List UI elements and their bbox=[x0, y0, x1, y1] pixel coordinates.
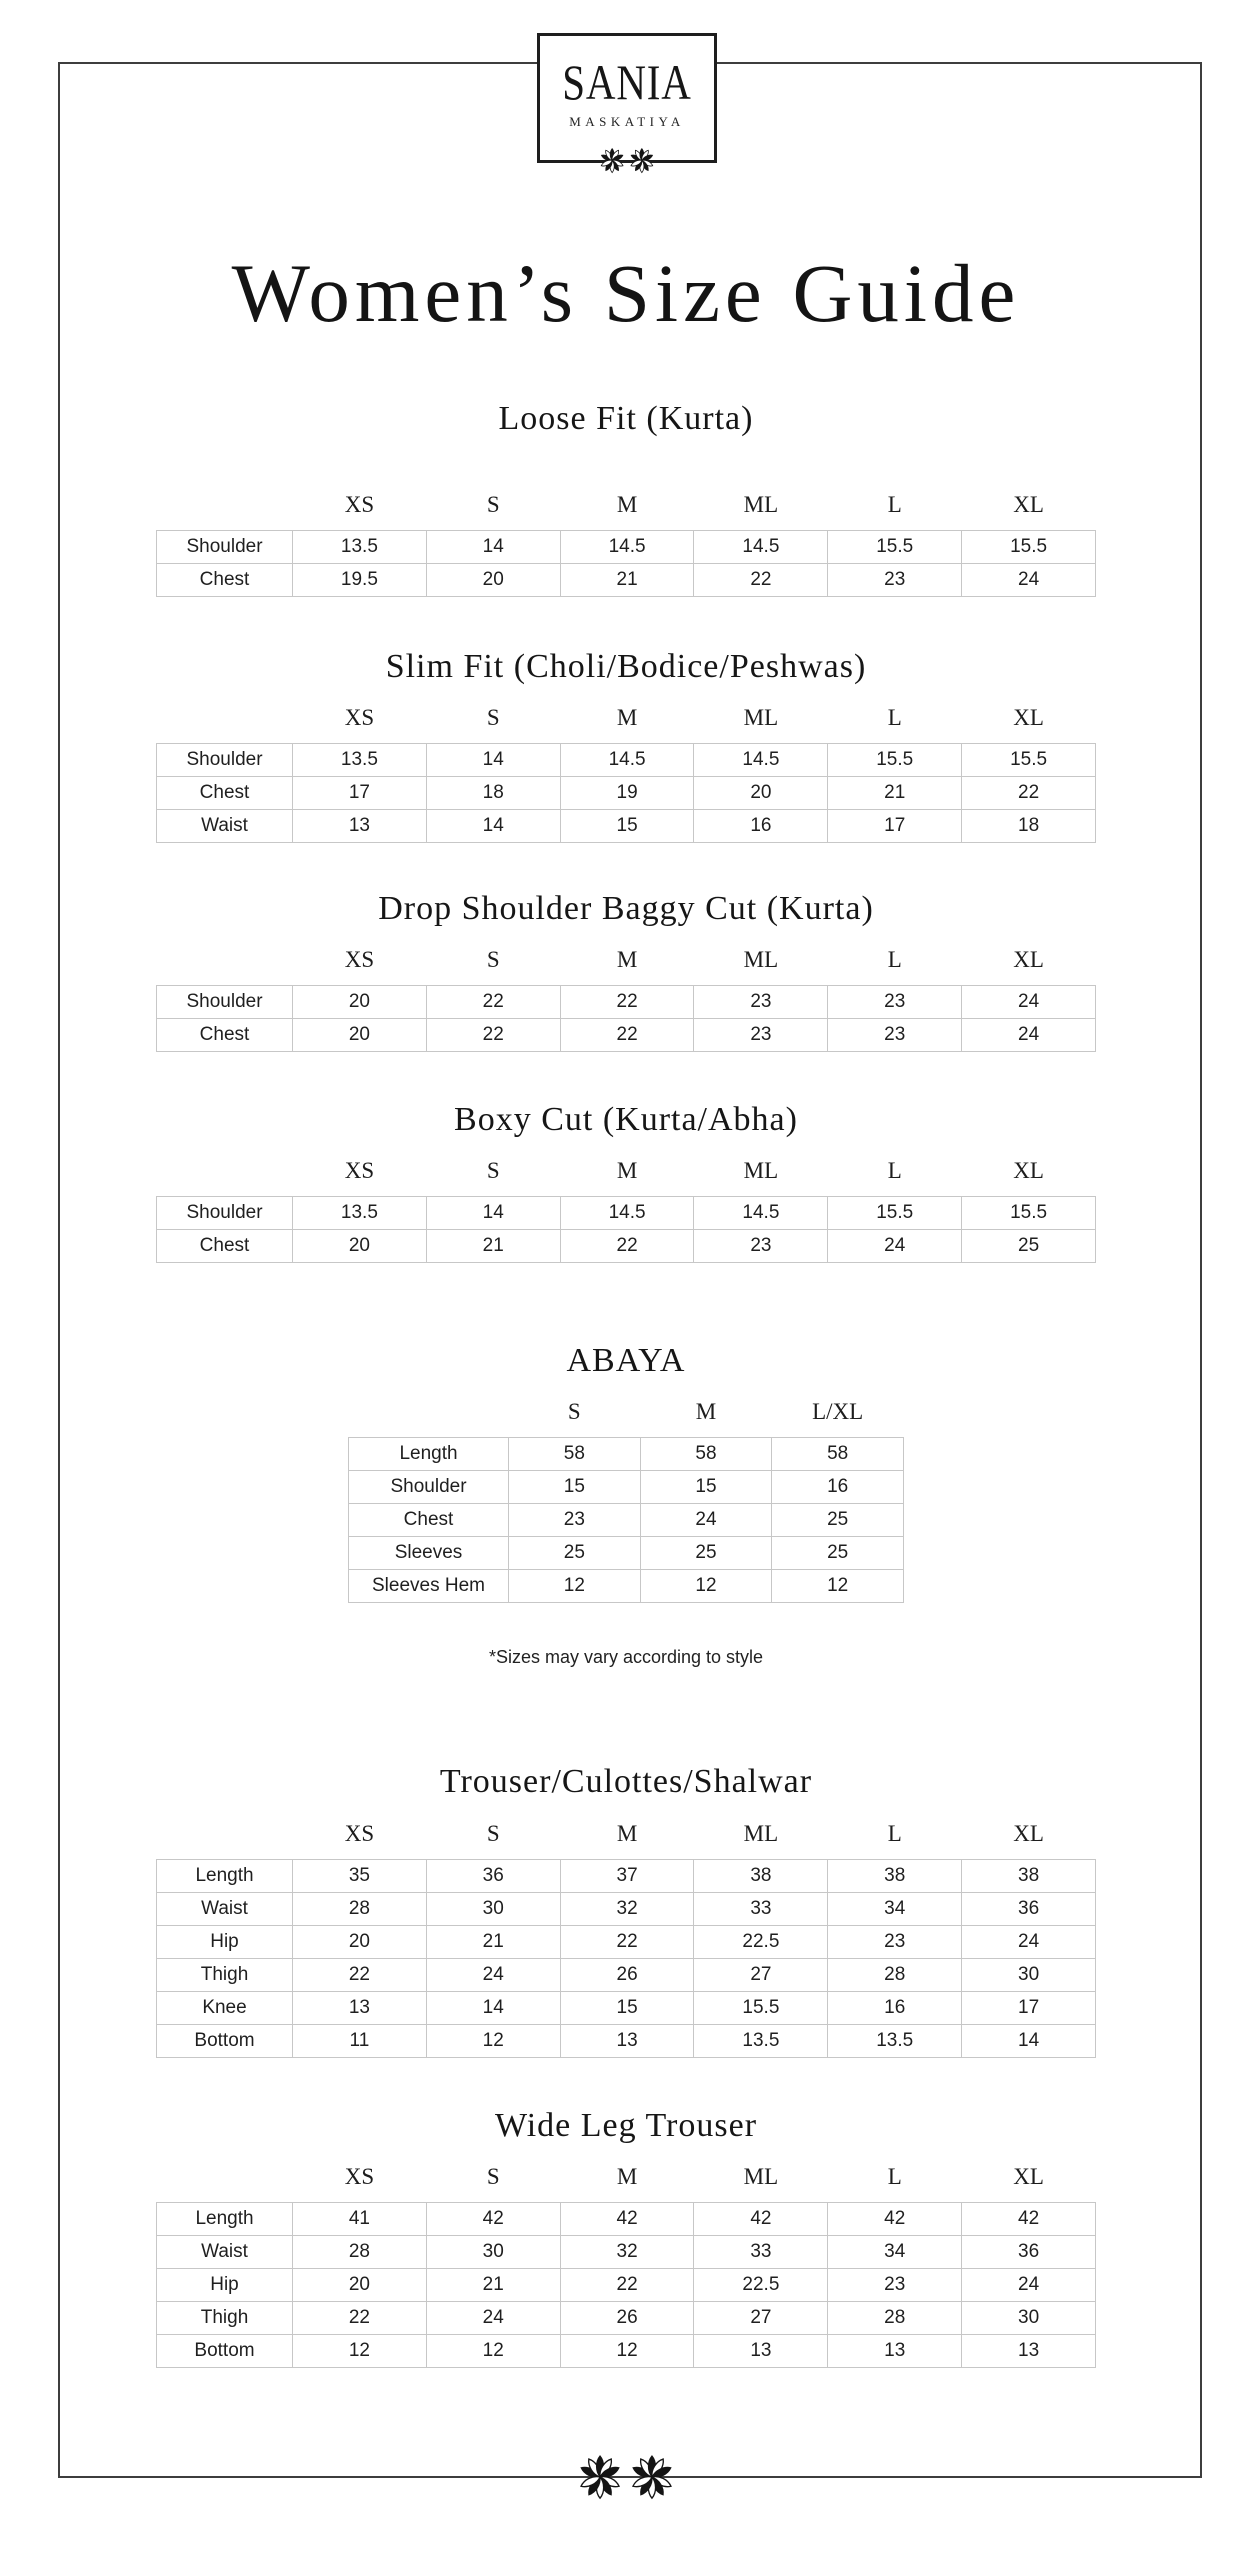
section-slim-fit-choli-bodice-peshwas bbox=[156, 645, 1096, 843]
size-value-cell: 26 bbox=[560, 2301, 694, 2334]
section-drop-shoulder-baggy-cut-kurta bbox=[156, 887, 1096, 1052]
size-tables-container bbox=[156, 397, 1096, 2367]
size-value-cell: 21 bbox=[560, 563, 694, 596]
measurement-row bbox=[157, 563, 1096, 596]
measurement-row bbox=[157, 809, 1096, 842]
size-value-cell: 21 bbox=[426, 1230, 560, 1263]
size-header-row bbox=[349, 1399, 904, 1438]
size-column-header: ML bbox=[743, 947, 779, 972]
size-column-header: S bbox=[486, 704, 500, 730]
measurement-row bbox=[157, 2301, 1096, 2334]
size-value-cell: 42 bbox=[426, 2202, 560, 2235]
measurement-row bbox=[157, 743, 1096, 776]
size-value-cell: 42 bbox=[828, 2202, 962, 2235]
size-column-header: M bbox=[616, 1820, 638, 1846]
size-column-header: XL bbox=[1013, 1820, 1044, 1846]
size-column-header: ML bbox=[743, 704, 779, 730]
size-value-cell: 30 bbox=[962, 1958, 1096, 1991]
size-value-cell: 22 bbox=[293, 2301, 427, 2334]
size-value-cell: 20 bbox=[694, 776, 828, 809]
size-value-cell: 23 bbox=[694, 986, 828, 1019]
measurement-row bbox=[157, 1958, 1096, 1991]
size-value-cell: 28 bbox=[828, 1958, 962, 1991]
size-value-cell: 23 bbox=[694, 1230, 828, 1263]
size-value-cell: 14.5 bbox=[560, 743, 694, 776]
size-column-header: XL bbox=[1013, 947, 1044, 972]
size-column-header: M bbox=[616, 491, 638, 517]
measurement-row bbox=[157, 776, 1096, 809]
size-value-cell: 20 bbox=[293, 986, 427, 1019]
size-value-cell: 22 bbox=[560, 1925, 694, 1958]
size-value-cell: 22.5 bbox=[694, 2268, 828, 2301]
size-table bbox=[156, 1821, 1096, 2058]
size-value-cell: 11 bbox=[293, 2024, 427, 2057]
measurement-row bbox=[157, 986, 1096, 1019]
size-table bbox=[348, 1399, 904, 1603]
measurement-row-label: Shoulder bbox=[157, 743, 293, 776]
size-value-cell: 20 bbox=[293, 1230, 427, 1263]
size-header-row bbox=[157, 1158, 1096, 1197]
size-column-header: XS bbox=[344, 1820, 375, 1846]
page-title: Women’s Size Guide bbox=[231, 247, 1021, 339]
size-value-cell: 12 bbox=[426, 2334, 560, 2367]
size-value-cell: 12 bbox=[426, 2024, 560, 2057]
size-value-cell: 24 bbox=[962, 1925, 1096, 1958]
section-title: Drop Shoulder Baggy Cut (Kurta) bbox=[378, 889, 874, 927]
size-value-cell: 38 bbox=[828, 1859, 962, 1892]
measurement-row bbox=[157, 1991, 1096, 2024]
size-value-cell: 24 bbox=[640, 1504, 772, 1537]
size-header-row bbox=[157, 705, 1096, 744]
size-value-cell: 13.5 bbox=[694, 2024, 828, 2057]
size-value-cell: 24 bbox=[962, 986, 1096, 1019]
size-value-cell: 17 bbox=[828, 809, 962, 842]
size-value-cell: 17 bbox=[293, 776, 427, 809]
size-value-cell: 19.5 bbox=[293, 563, 427, 596]
size-value-cell: 15.5 bbox=[828, 530, 962, 563]
measurement-row-label: Sleeves Hem bbox=[349, 1570, 509, 1603]
measurement-row bbox=[157, 2334, 1096, 2367]
size-value-cell: 15 bbox=[509, 1471, 641, 1504]
section-title: Loose Fit (Kurta) bbox=[498, 400, 754, 438]
size-value-cell: 22 bbox=[426, 1019, 560, 1052]
header-spacer-cell bbox=[157, 947, 293, 986]
measurement-row-label: Knee bbox=[157, 1991, 293, 2024]
size-value-cell: 32 bbox=[560, 2235, 694, 2268]
size-value-cell: 28 bbox=[293, 2235, 427, 2268]
header-spacer-cell bbox=[349, 1399, 509, 1438]
size-value-cell: 18 bbox=[426, 776, 560, 809]
size-value-cell: 13 bbox=[293, 809, 427, 842]
content-column bbox=[156, 0, 1096, 2368]
size-value-cell: 58 bbox=[509, 1438, 641, 1471]
size-column-header: XS bbox=[344, 1158, 375, 1184]
size-value-cell: 41 bbox=[293, 2202, 427, 2235]
size-header-row bbox=[157, 947, 1096, 986]
size-value-cell: 13 bbox=[828, 2334, 962, 2367]
section-title: ABAYA bbox=[566, 1342, 686, 1380]
size-value-cell: 24 bbox=[426, 1958, 560, 1991]
size-column-header: S bbox=[567, 1399, 581, 1425]
size-value-cell: 38 bbox=[962, 1859, 1096, 1892]
size-column-header: L bbox=[887, 704, 902, 730]
measurement-row-label: Thigh bbox=[157, 1958, 293, 1991]
laurel-ornament-icon bbox=[551, 2448, 701, 2506]
size-table bbox=[156, 947, 1096, 1052]
size-value-cell: 12 bbox=[560, 2334, 694, 2367]
section-loose-fit-kurta bbox=[156, 397, 1096, 596]
size-value-cell: 25 bbox=[962, 1230, 1096, 1263]
size-table bbox=[156, 2164, 1096, 2368]
section-title: Slim Fit (Choli/Bodice/Peshwas) bbox=[385, 647, 867, 685]
measurement-row-label: Bottom bbox=[157, 2334, 293, 2367]
measurement-row bbox=[157, 2235, 1096, 2268]
size-value-cell: 24 bbox=[828, 1230, 962, 1263]
header-spacer-cell bbox=[157, 1821, 293, 1860]
size-value-cell: 36 bbox=[962, 1892, 1096, 1925]
size-value-cell: 27 bbox=[694, 2301, 828, 2334]
size-column-header: L/XL bbox=[812, 1399, 864, 1425]
size-value-cell: 34 bbox=[828, 1892, 962, 1925]
size-value-cell: 13.5 bbox=[293, 1197, 427, 1230]
size-column-header: S bbox=[486, 491, 500, 517]
size-value-cell: 24 bbox=[962, 1019, 1096, 1052]
measurement-row bbox=[349, 1504, 904, 1537]
size-column-header: L bbox=[887, 947, 902, 972]
size-value-cell: 14 bbox=[962, 2024, 1096, 2057]
size-value-cell: 33 bbox=[694, 1892, 828, 1925]
measurement-row-label: Chest bbox=[157, 1230, 293, 1263]
section-wide-leg-trouser bbox=[156, 2104, 1096, 2368]
measurement-row bbox=[157, 2024, 1096, 2057]
size-column-header: L bbox=[887, 1820, 902, 1846]
size-value-cell: 21 bbox=[426, 1925, 560, 1958]
size-value-cell: 16 bbox=[772, 1471, 904, 1504]
size-value-cell: 36 bbox=[962, 2235, 1096, 2268]
size-value-cell: 13.5 bbox=[293, 530, 427, 563]
size-value-cell: 37 bbox=[560, 1859, 694, 1892]
size-value-cell: 42 bbox=[962, 2202, 1096, 2235]
section-abaya bbox=[156, 1339, 1096, 1668]
size-value-cell: 20 bbox=[293, 1019, 427, 1052]
size-value-cell: 25 bbox=[640, 1537, 772, 1570]
header-spacer-cell bbox=[157, 492, 293, 531]
size-column-header: S bbox=[486, 1820, 500, 1846]
size-value-cell: 15 bbox=[560, 809, 694, 842]
size-column-header: L bbox=[887, 1158, 902, 1184]
measurement-row-label: Waist bbox=[157, 809, 293, 842]
measurement-row-label: Shoulder bbox=[349, 1471, 509, 1504]
size-value-cell: 13.5 bbox=[293, 743, 427, 776]
size-value-cell: 28 bbox=[293, 1892, 427, 1925]
size-value-cell: 15.5 bbox=[828, 743, 962, 776]
size-column-header: XS bbox=[344, 491, 375, 517]
measurement-row-label: Thigh bbox=[157, 2301, 293, 2334]
size-value-cell: 14.5 bbox=[560, 530, 694, 563]
size-value-cell: 14.5 bbox=[694, 743, 828, 776]
size-value-cell: 30 bbox=[426, 2235, 560, 2268]
header-spacer-cell bbox=[157, 1158, 293, 1197]
size-column-header: ML bbox=[743, 1820, 779, 1846]
measurement-row-label: Length bbox=[157, 1859, 293, 1892]
measurement-row bbox=[157, 1892, 1096, 1925]
size-value-cell: 20 bbox=[293, 2268, 427, 2301]
size-value-cell: 23 bbox=[828, 2268, 962, 2301]
size-value-cell: 15.5 bbox=[962, 1197, 1096, 1230]
size-column-header: XL bbox=[1013, 2163, 1044, 2189]
size-value-cell: 25 bbox=[509, 1537, 641, 1570]
size-value-cell: 34 bbox=[828, 2235, 962, 2268]
size-table bbox=[156, 705, 1096, 843]
measurement-row bbox=[157, 2202, 1096, 2235]
section-trouser-culottes-shalwar bbox=[156, 1760, 1096, 2057]
measurement-row-label: Shoulder bbox=[157, 986, 293, 1019]
size-column-header: XL bbox=[1013, 1158, 1044, 1184]
size-header-row bbox=[157, 1821, 1096, 1860]
section-title: Trouser/Culottes/Shalwar bbox=[439, 1763, 813, 1801]
size-value-cell: 18 bbox=[962, 809, 1096, 842]
size-value-cell: 12 bbox=[640, 1570, 772, 1603]
measurement-row-label: Chest bbox=[349, 1504, 509, 1537]
size-value-cell: 22 bbox=[293, 1958, 427, 1991]
size-column-header: XS bbox=[344, 2163, 375, 2189]
measurement-row bbox=[157, 1859, 1096, 1892]
size-column-header: XS bbox=[344, 947, 375, 972]
size-value-cell: 16 bbox=[694, 809, 828, 842]
measurement-row-label: Waist bbox=[157, 1892, 293, 1925]
size-value-cell: 42 bbox=[560, 2202, 694, 2235]
size-column-header: ML bbox=[743, 1158, 779, 1184]
size-value-cell: 16 bbox=[828, 1991, 962, 2024]
size-value-cell: 30 bbox=[962, 2301, 1096, 2334]
measurement-row-label: Shoulder bbox=[157, 1197, 293, 1230]
size-value-cell: 12 bbox=[772, 1570, 904, 1603]
measurement-row-label: Shoulder bbox=[157, 530, 293, 563]
header-spacer-cell bbox=[157, 705, 293, 744]
size-value-cell: 17 bbox=[962, 1991, 1096, 2024]
size-value-cell: 14 bbox=[426, 530, 560, 563]
size-value-cell: 15.5 bbox=[828, 1197, 962, 1230]
section-title: Wide Leg Trouser bbox=[494, 2106, 758, 2144]
size-value-cell: 24 bbox=[962, 2268, 1096, 2301]
size-column-header: L bbox=[887, 491, 902, 517]
size-value-cell: 23 bbox=[828, 563, 962, 596]
measurement-row-label: Chest bbox=[157, 1019, 293, 1052]
size-value-cell: 14 bbox=[426, 809, 560, 842]
size-value-cell: 14.5 bbox=[694, 530, 828, 563]
size-column-header: M bbox=[616, 2163, 638, 2189]
size-value-cell: 14 bbox=[426, 743, 560, 776]
size-value-cell: 25 bbox=[772, 1504, 904, 1537]
size-column-header: S bbox=[486, 1158, 500, 1184]
size-value-cell: 24 bbox=[426, 2301, 560, 2334]
size-value-cell: 26 bbox=[560, 1958, 694, 1991]
measurement-row-label: Length bbox=[157, 2202, 293, 2235]
measurement-row bbox=[349, 1471, 904, 1504]
size-column-header: ML bbox=[743, 2163, 779, 2189]
size-value-cell: 15 bbox=[640, 1471, 772, 1504]
size-value-cell: 13 bbox=[560, 2024, 694, 2057]
measurement-row-label: Waist bbox=[157, 2235, 293, 2268]
section-boxy-cut-kurta-abha bbox=[156, 1098, 1096, 1263]
measurement-row bbox=[349, 1537, 904, 1570]
header-spacer-cell bbox=[157, 2164, 293, 2203]
size-header-row bbox=[157, 492, 1096, 531]
measurement-row bbox=[157, 1230, 1096, 1263]
size-value-cell: 38 bbox=[694, 1859, 828, 1892]
size-column-header: M bbox=[616, 704, 638, 730]
size-column-header: M bbox=[695, 1399, 717, 1425]
size-value-cell: 20 bbox=[293, 1925, 427, 1958]
measurement-row bbox=[157, 1197, 1096, 1230]
size-value-cell: 22 bbox=[560, 1019, 694, 1052]
size-value-cell: 28 bbox=[828, 2301, 962, 2334]
size-value-cell: 21 bbox=[426, 2268, 560, 2301]
size-value-cell: 15.5 bbox=[694, 1991, 828, 2024]
size-value-cell: 14 bbox=[426, 1197, 560, 1230]
size-value-cell: 58 bbox=[772, 1438, 904, 1471]
size-value-cell: 14 bbox=[426, 1991, 560, 2024]
size-column-header: L bbox=[887, 2163, 902, 2189]
size-column-header: XS bbox=[344, 704, 375, 730]
section-title: Boxy Cut (Kurta/Abha) bbox=[454, 1101, 798, 1138]
measurement-row bbox=[157, 1925, 1096, 1958]
measurement-row bbox=[349, 1570, 904, 1603]
size-column-header: S bbox=[486, 2163, 500, 2189]
size-value-cell: 22 bbox=[694, 563, 828, 596]
size-value-cell: 23 bbox=[694, 1019, 828, 1052]
measurement-row-label: Hip bbox=[157, 2268, 293, 2301]
brand-subname: MASKATIYA bbox=[569, 114, 685, 129]
size-value-cell: 30 bbox=[426, 1892, 560, 1925]
measurement-row bbox=[157, 2268, 1096, 2301]
measurement-row-label: Chest bbox=[157, 776, 293, 809]
size-table bbox=[156, 1158, 1096, 1263]
size-value-cell: 23 bbox=[828, 1019, 962, 1052]
size-column-header: M bbox=[616, 947, 638, 972]
size-value-cell: 27 bbox=[694, 1958, 828, 1991]
measurement-row-label: Length bbox=[349, 1438, 509, 1471]
size-value-cell: 15 bbox=[560, 1991, 694, 2024]
size-table bbox=[156, 492, 1096, 597]
size-value-cell: 32 bbox=[560, 1892, 694, 1925]
size-value-cell: 23 bbox=[828, 986, 962, 1019]
size-value-cell: 25 bbox=[772, 1537, 904, 1570]
size-value-cell: 14.5 bbox=[694, 1197, 828, 1230]
size-value-cell: 12 bbox=[293, 2334, 427, 2367]
size-value-cell: 22 bbox=[560, 1230, 694, 1263]
size-value-cell: 19 bbox=[560, 776, 694, 809]
size-value-cell: 22 bbox=[426, 986, 560, 1019]
size-value-cell: 33 bbox=[694, 2235, 828, 2268]
measurement-row-label: Chest bbox=[157, 563, 293, 596]
size-value-cell: 13 bbox=[694, 2334, 828, 2367]
measurement-row bbox=[349, 1438, 904, 1471]
size-value-cell: 36 bbox=[426, 1859, 560, 1892]
size-value-cell: 58 bbox=[640, 1438, 772, 1471]
size-value-cell: 20 bbox=[426, 563, 560, 596]
measurement-row bbox=[157, 530, 1096, 563]
size-variation-note: *Sizes may vary according to style bbox=[488, 1647, 764, 1668]
size-value-cell: 15.5 bbox=[962, 530, 1096, 563]
measurement-row-label: Hip bbox=[157, 1925, 293, 1958]
measurement-row-label: Bottom bbox=[157, 2024, 293, 2057]
size-header-row bbox=[157, 2164, 1096, 2203]
size-column-header: S bbox=[486, 947, 500, 972]
size-value-cell: 24 bbox=[962, 563, 1096, 596]
size-value-cell: 13 bbox=[293, 1991, 427, 2024]
size-column-header: XL bbox=[1013, 704, 1044, 730]
size-value-cell: 14.5 bbox=[560, 1197, 694, 1230]
size-value-cell: 42 bbox=[694, 2202, 828, 2235]
size-value-cell: 35 bbox=[293, 1859, 427, 1892]
measurement-row bbox=[157, 1019, 1096, 1052]
brand-name: SANIA bbox=[562, 54, 692, 110]
size-value-cell: 21 bbox=[828, 776, 962, 809]
size-value-cell: 13.5 bbox=[828, 2024, 962, 2057]
size-column-header: XL bbox=[1013, 491, 1044, 517]
size-value-cell: 22 bbox=[560, 986, 694, 1019]
size-value-cell: 23 bbox=[828, 1925, 962, 1958]
size-value-cell: 23 bbox=[509, 1504, 641, 1537]
size-value-cell: 12 bbox=[509, 1570, 641, 1603]
size-value-cell: 15.5 bbox=[962, 743, 1096, 776]
size-value-cell: 22.5 bbox=[694, 1925, 828, 1958]
size-column-header: ML bbox=[743, 491, 779, 517]
measurement-row-label: Sleeves bbox=[349, 1537, 509, 1570]
size-value-cell: 13 bbox=[962, 2334, 1096, 2367]
size-value-cell: 22 bbox=[560, 2268, 694, 2301]
size-value-cell: 22 bbox=[962, 776, 1096, 809]
size-column-header: M bbox=[616, 1158, 638, 1184]
